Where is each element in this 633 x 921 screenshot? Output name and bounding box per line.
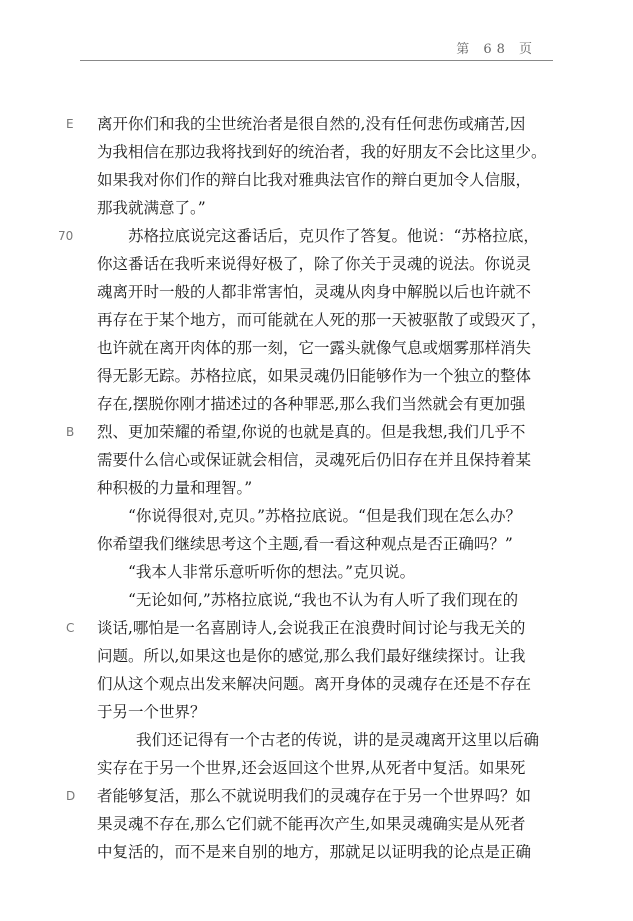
text-line: 为我相信在那边我将找到好的统治者，我的好朋友不会比这里少。 [97, 143, 547, 161]
margin-marker: C [66, 621, 75, 635]
page-number: 第 68 页 [456, 42, 537, 57]
text-line: 如果我对你们作的辩白比我对雅典法官作的辩白更加令人信服， [97, 171, 532, 189]
text-line: 那我就满意了。” [97, 199, 206, 217]
text-line: 70 苏格拉底说完这番话后，克贝作了答复。他说：“苏格拉底， [0, 222, 633, 250]
text-line: E 离开你们和我的尘世统治者是很自然的,没有任何悲伤或痛苦,因 [0, 110, 633, 138]
text-line: 我们还记得有一个古老的传说，讲的是灵魂离开这里以后确 [136, 731, 540, 749]
header-rule [80, 60, 553, 61]
body-text [0, 110, 633, 866]
text-line: 存在,摆脱你刚才描述过的各种罪恶,那么我们当然就会有更加强 [97, 395, 526, 413]
text-line: 需要什么信心或保证就会相信，灵魂死后仍旧存在并且保持着某 [97, 451, 532, 469]
text-line: 们从这个观点出发来解决问题。离开身体的灵魂存在还是不存在 [97, 675, 532, 693]
text-line: 你希望我们继续思考这个主题,看一看这种观点是否正确吗？” [97, 535, 513, 553]
text-line: “我本人非常乐意听听你的想法。”克贝说。 [128, 563, 416, 581]
text-line: C 谈话,哪怕是一名喜剧诗人,会说我正在浪费时间讨论与我无关的 [0, 614, 633, 642]
text-line: D 者能够复活，那么不就说明我们的灵魂存在于另一个世界吗？如 [0, 782, 633, 810]
margin-marker: B [66, 425, 75, 439]
margin-marker: D [66, 789, 76, 803]
text-line: 得无影无踪。苏格拉底，如果灵魂仍旧能够作为一个独立的整体 [97, 367, 532, 385]
text-line: 魂离开时一般的人都非常害怕，灵魂从肉身中解脱以后也许就不 [97, 283, 532, 301]
text-line: 你这番话在我听来说得好极了，除了你关于灵魂的说法。你说灵 [97, 255, 532, 273]
text-line: B 烈、更加荣耀的希望,你说的也就是真的。但是我想,我们几乎不 [0, 418, 633, 446]
margin-marker: 70 [58, 229, 74, 243]
text-line: 种积极的力量和理智。” [97, 479, 253, 497]
text-line: 于另一个世界？ [97, 703, 206, 721]
text-line: 果灵魂不存在,那么它们就不能再次产生,如果灵魂确实是从死者 [97, 815, 526, 833]
text-line: 问题。所以,如果这也是你的感觉,那么我们最好继续探讨。让我 [97, 647, 526, 665]
text-line: 再存在于某个地方，而可能就在人死的那一天被驱散了或毁灭了， [97, 311, 547, 329]
page-header [0, 0, 633, 80]
text-line: “无论如何,”苏格拉底说,“我也不认为有人听了我们现在的 [128, 591, 519, 609]
margin-marker: E [66, 117, 74, 131]
text-line: 实存在于另一个世界,还会返回这个世界,从死者中复活。如果死 [97, 759, 526, 777]
text-line: 也许就在离开肉体的那一刻，它一露头就像气息或烟雾那样消失 [97, 339, 532, 357]
text-line: 中复活的，而不是来自别的地方，那就足以证明我的论点是正确 [97, 843, 532, 861]
text-line: “你说得很对,克贝。”苏格拉底说。“但是我们现在怎么办？ [128, 507, 521, 525]
